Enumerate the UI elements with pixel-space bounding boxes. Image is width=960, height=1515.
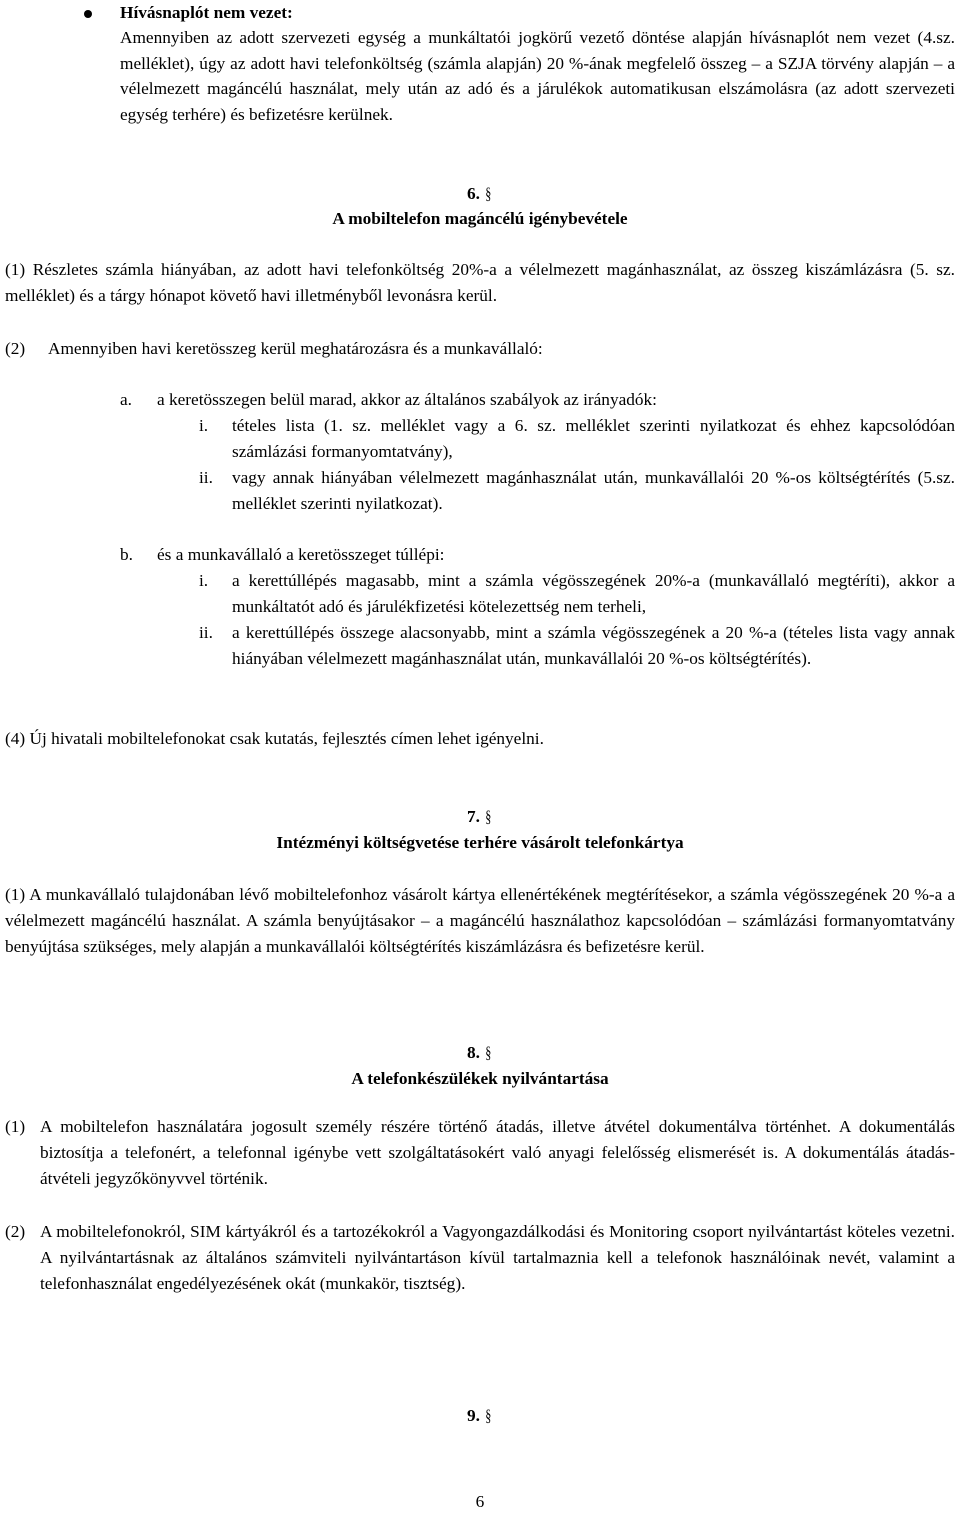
section-8-title: A telefonkészülékek nyilvántartása — [351, 1069, 609, 1088]
section-8-paragraph-1-number: (1) — [5, 1117, 26, 1136]
section-sign: § — [485, 1043, 492, 1062]
section-9-number — [0, 1403, 960, 1429]
list-item-a-label: a. — [120, 390, 132, 409]
list-item-b-i-text: a kerettúllépés magasabb, mint a számla végösszegének 20%-a (munkavállaló megtéríti), akkor a munkáltatót adó és járulékfizetési kötelezettség nem terheli, — [232, 571, 955, 616]
section-sign: § — [485, 807, 492, 826]
section-8-paragraph-2-number: (2) — [5, 1222, 26, 1241]
list-item-a-ii-text: vagy annak hiányában vélelmezett magánhasználat után, munkavállalói 20 %-os költségtérítés (5.sz. melléklet szerinti nyilatkozat). — [232, 468, 955, 513]
list-item-a-text: a keretösszegen belül marad, akkor az általános szabályok az irányadók: — [157, 390, 657, 409]
section-sign: § — [485, 184, 492, 203]
section-sign: § — [485, 1406, 492, 1425]
section-8-paragraph-1: A mobiltelefon használatára jogosult személy részére történő átadás, illetve átvétel dokumentálva történhet. A dokumentálás biztosítja a telefonért, a telefonnal igénybe vett szolgáltatásokért való anyagi felelősség elismerését is. A dokumentálás átadás-átvételi jegyzőkönyvvel történik. — [40, 1117, 955, 1188]
bullet-text: Amennyiben az adott szervezeti egység a munkáltatói jogkörű vezető döntése alapján hívásnaplót nem vezet (4.sz. melléklet), úgy az adott havi telefonköltség (számla alapján) 20 %-ának megfelelő összeg – a SZJA törvény alapján – a vélelmezett magáncélú használat, mely után az adó és a járulékok automatikusan elszámolásra (az adott szervezeti egység terhére) és befizetésre kerülnek. — [120, 28, 955, 124]
section-6-title: A mobiltelefon magáncélú igénybevétele — [332, 209, 628, 228]
list-item-b-label: b. — [120, 545, 133, 564]
section-8-number — [0, 1040, 960, 1066]
bullet-marker — [84, 10, 92, 18]
section-6-number — [0, 181, 960, 207]
section-7-title: Intézményi költségvetése terhére vásárolt telefonkártya — [276, 833, 684, 852]
section-8-number-text: 8. — [467, 1043, 480, 1062]
section-6-paragraph-1: (1) Részletes számla hiányában, az adott havi telefonköltség 20%-a a vélelmezett magánhasználat, az összeg kiszámlázásra (5. sz. melléklet) és a tárgy hónapot követő havi illetményből levonásra kerül. — [5, 260, 955, 305]
list-item-b-text: és a munkavállaló a keretösszeget túllépi: — [157, 545, 445, 564]
section-7-number — [0, 804, 960, 830]
list-item-b-i-label: i. — [199, 571, 209, 590]
section-6-paragraph-2-number: (2) — [5, 339, 26, 358]
section-6-paragraph-4: (4) Új hivatali mobiltelefonokat csak kutatás, fejlesztés címen lehet igényelni. — [5, 729, 544, 748]
list-item-a-ii-label: ii. — [199, 468, 213, 487]
section-9-number-text: 9. — [467, 1406, 480, 1425]
section-6-paragraph-2: Amennyiben havi keretösszeg kerül meghatározásra és a munkavállaló: — [48, 339, 543, 358]
list-item-a-i-label: i. — [199, 416, 209, 435]
list-item-b-ii-text: a kerettúllépés összege alacsonyabb, mint a számla végösszegének a 20 %-a (tételes lista vagy annak hiányában vélelmezett magánhasználat után, munkavállalói 20 %-os költségtérítés). — [232, 623, 955, 668]
section-7-paragraph-1: (1) A munkavállaló tulajdonában lévő mobiltelefonhoz vásárolt kártya ellenértékének megtérítésekor, a számla végösszegének 20 %-a a vélelmezett magáncélú használat. A számla benyújtásakor – a magáncélú használathoz kapcsolódóan – számlázási formanyomtatvány benyújtása szükséges, mely alapján a munkavállalói költségtérítés kiszámlázásra és befizetésre kerül. — [5, 885, 955, 956]
page-number: 6 — [475, 1492, 485, 1511]
section-6-number-text: 6. — [467, 184, 480, 203]
bullet-heading: Hívásnaplót nem vezet: — [120, 3, 293, 22]
section-7-number-text: 7. — [467, 807, 480, 826]
list-item-a-i-text: tételes lista (1. sz. melléklet vagy a 6. sz. melléklet szerinti nyilatkozat és ehhez kapcsolódóan számlázási formanyomtatvány), — [232, 416, 955, 461]
section-8-paragraph-2: A mobiltelefonokról, SIM kártyákról és a tartozékokról a Vagyongazdálkodási és Monitoring csoport nyilvántartást köteles vezetni. A nyilvántartásnak az általános számviteli nyilvántartáson kívül tartalmaznia kell a telefonok használóinak nevét, valamint a telefonhasználat engedélyezésének okát (munkakör, tisztség). — [40, 1222, 955, 1293]
list-item-b-ii-label: ii. — [199, 623, 213, 642]
